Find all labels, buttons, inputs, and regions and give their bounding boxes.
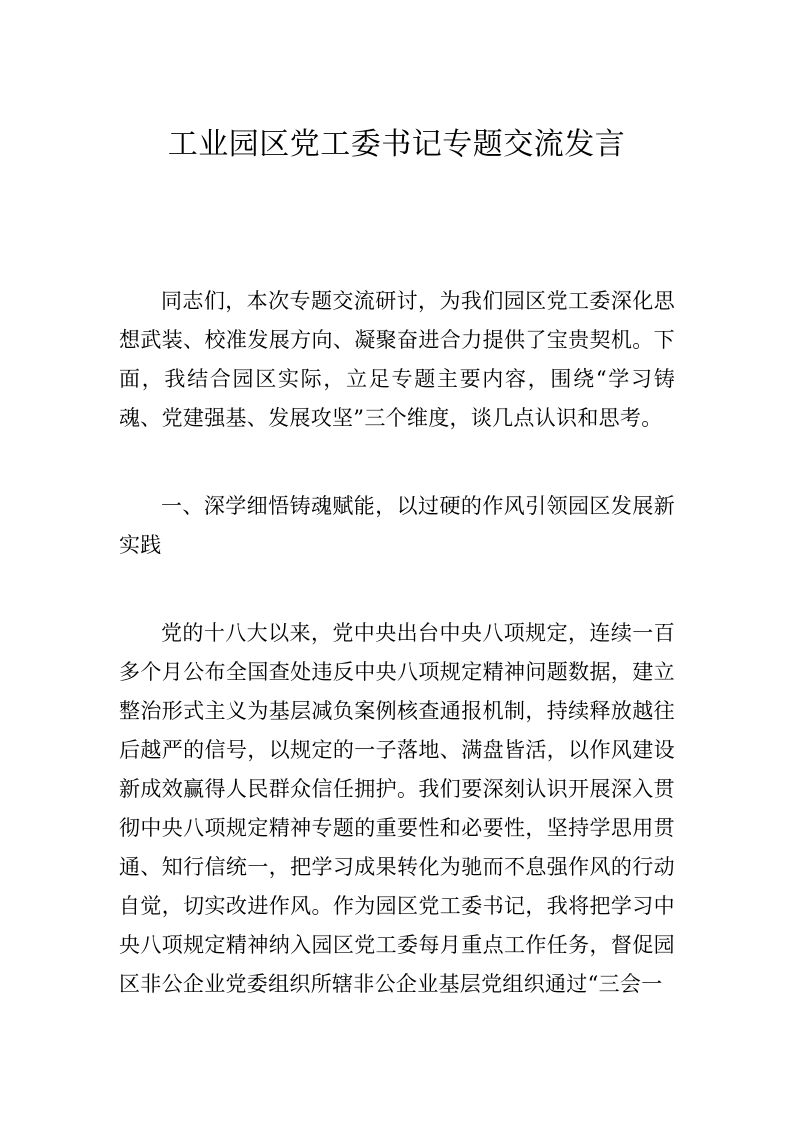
intro-paragraph: 同志们，本次专题交流研讨，为我们园区党工委深化思想武装、校准发展方向、凝聚奋进合力提供了宝贵契机。下面，我结合园区实际，立足专题主要内容，围绕“学习铸魂、党建强基、发展攻坚”三个维度，谈几点认识和思考。 bbox=[119, 289, 675, 430]
body-paragraph: 党的十八大以来，党中央出台中央八项规定，连续一百多个月公布全国查处违反中央八项规定精神问题数据，建立整治形式主义为基层减负案例核查通报机制，持续释放越往后越严的信号，以规定的一子落地、满盘皆活，以作风建设新成效赢得人民群众信任拥护。我们要深刻认识开展深入贯彻中央八项规定精神专题的重要性和必要性，坚持学思用贯通、知行信统一，把学习成果转化为驰而不息强作风的行动自觉，切实改进作风。作为园区党工委书记，我将把学习中央八项规定精神纳入园区党工委每月重点工作任务，督促园区非公企业党委组织所辖非公企业基层党组织通过“三会一 bbox=[119, 621, 675, 996]
section-heading-1: 一、深学细悟铸魂赋能，以过硬的作风引领园区发展新实践 bbox=[119, 494, 675, 557]
document-title: 工业园区党工委书记专题交流发言 bbox=[167, 127, 626, 162]
